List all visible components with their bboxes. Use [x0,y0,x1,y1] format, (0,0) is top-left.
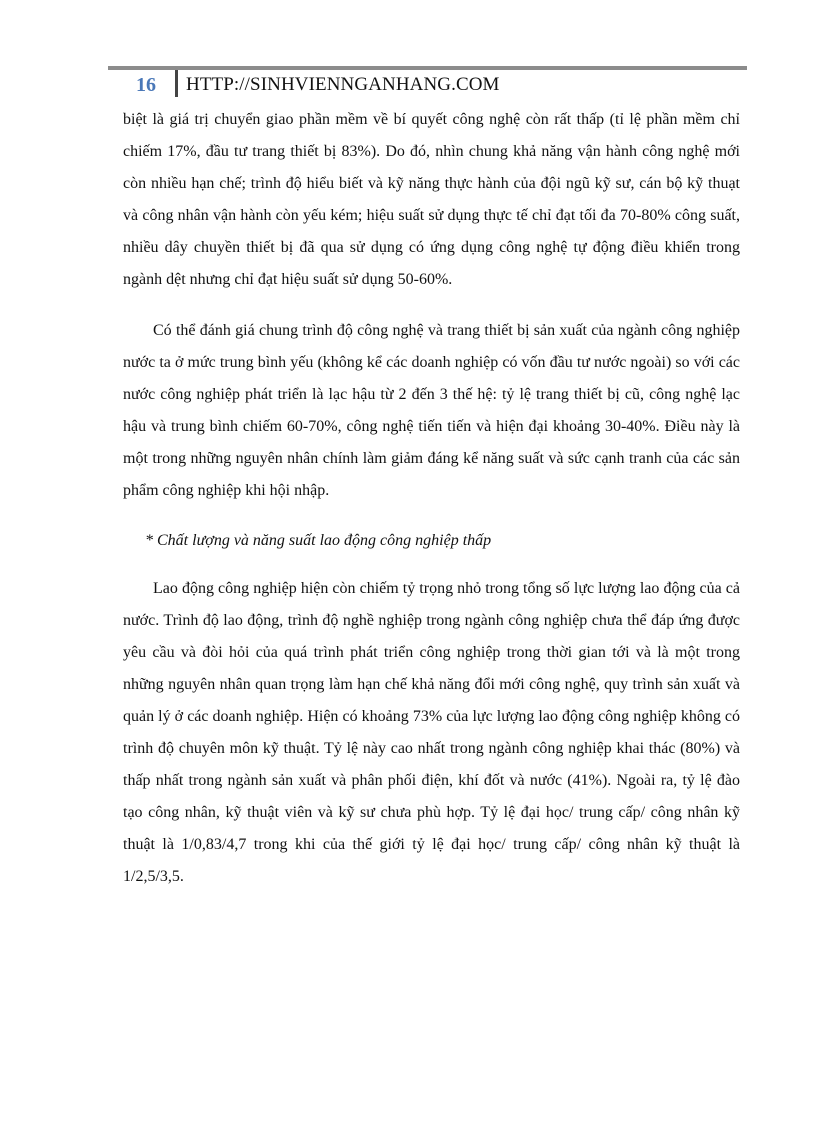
paragraph-3: Lao động công nghiệp hiện còn chiếm tỷ trọng nhỏ trong tổng số lực lượng lao động của cả nước. Trình độ lao động, trình độ nghề nghiệp trong ngành công nghiệp chưa thể đáp ứng được yêu cầu và đòi hỏi của quá trình phát triển công nghiệp trong thời gian tới và là một trong những nguyên nhân quan trọng làm hạn chế khả năng đổi mới công nghệ, quy trình sản xuất và quản lý ở các doanh nghiệp. Hiện có khoảng 73% của lực lượng lao động công nghiệp không có trình độ chuyên môn kỹ thuật. Tỷ lệ này cao nhất trong ngành công nghiệp khai thác (80%) và thấp nhất trong ngành sản xuất và phân phối điện, khí đốt và nước (41%). Ngoài ra, tỷ lệ đào tạo công nhân, kỹ thuật viên và kỹ sư chưa phù hợp. Tỷ lệ đại học/ trung cấp/ công nhân kỹ thuật là 1/0,83/4,7 trong khi của thế giới tỷ lệ đại học/ trung cấp/ công nhân kỹ thuật là 1/2,5/3,5. [123,580,740,885]
header-rule [108,66,747,70]
document-body [123,104,740,893]
section-subheading: * Chất lượng và năng suất lao động công nghiệp thấp [145,532,492,549]
paragraph-2: Có thể đánh giá chung trình độ công nghệ và trang thiết bị sản xuất của ngành công nghiệp nước ta ở mức trung bình yếu (không kể các doanh nghiệp có vốn đầu tư nước ngoài) so với các nước công nghiệp phát triển là lạc hậu từ 2 đến 3 thế hệ: tỷ lệ trang thiết bị cũ, công nghệ lạc hậu và trung bình chiếm 60-70%, công nghệ tiến tiến và hiện đại khoảng 30-40%. Điều này là một trong những nguyên nhân chính làm giảm đáng kể năng suất và sức cạnh tranh của các sản phẩm công nghiệp khi hội nhập. [123,322,740,499]
header-url: HTTP://SINHVIENNGANHANG.COM [186,74,500,95]
page-number: 16 [136,74,156,96]
page-header [108,66,747,98]
paragraph-1: biệt là giá trị chuyển giao phần mềm về bí quyết công nghệ còn rất thấp (tỉ lệ phần mềm chỉ chiếm 17%, đầu tư trang thiết bị 83%). Do đó, nhìn chung khả năng vận hành công nghệ mới còn nhiều hạn chế; trình độ hiểu biết và kỹ năng thực hành của đội ngũ kỹ sư, cán bộ kỹ thuạt và công nhân vận hành còn yếu kém; hiệu suất sử dụng thực tế chỉ đạt tối đa 70-80% công suất, nhiều dây chuyền thiết bị đã qua sử dụng có ứng dụng công nghệ tự động điều khiển trong ngành dệt nhưng chỉ đạt hiệu suất sử dụng 50-60%. [123,111,740,288]
header-divider [175,70,178,97]
